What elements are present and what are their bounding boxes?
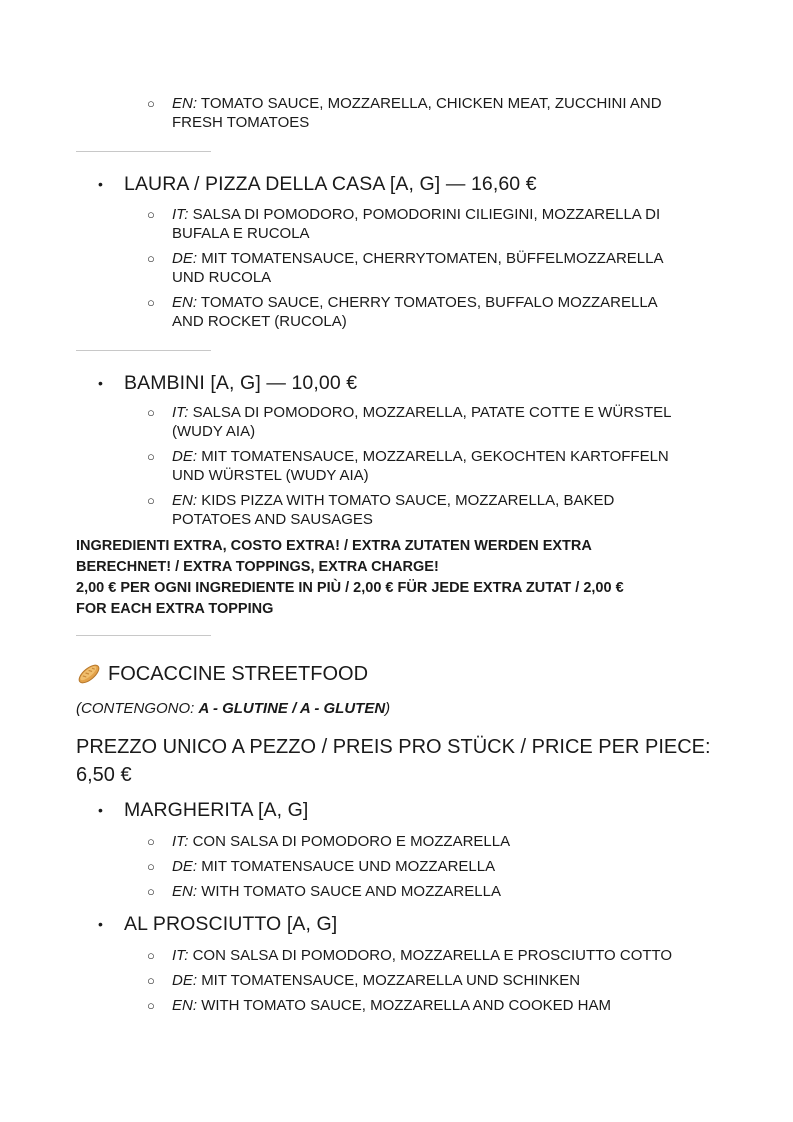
allergen-note: (CONTENGONO: A - GLUTINE / A - GLUTEN) [76,700,391,717]
divider [76,350,211,351]
sub-bullet: ○ [147,948,155,963]
divider [76,151,211,152]
sub-bullet: ○ [147,405,155,420]
prosciutto-en: EN: WITH TOMATO SAUCE, MOZZARELLA AND COOKED HAM [172,997,611,1014]
item-bullet: • [98,802,103,818]
margherita-en: EN: WITH TOMATO SAUCE AND MOZZARELLA [172,883,501,900]
item-title-bambini: BAMBINI [A, G] — 10,00 € [124,372,358,394]
extra-toppings-note: INGREDIENTI EXTRA, COSTO EXTRA! / EXTRA ZUTATEN WERDEN EXTRA BERECHNET! / EXTRA TOPPINGS, EXTRA CHARGE! 2,00 € PER OGNI INGREDIENTE IN PIÙ / 2,00 € FÜR JEDE EXTRA ZUTAT / 2,00 € FOR EACH EXTRA TOPPING [76,538,624,617]
bambini-en: EN: KIDS PIZZA WITH TOMATO SAUCE, MOZZARELLA, BAKED POTATOES AND SAUSAGES [172,492,615,528]
section-title-focaccine: FOCACCINE STREETFOOD [76,661,368,687]
sub-bullet: ○ [147,251,155,266]
sub-bullet: ○ [147,96,155,111]
bread-icon [76,661,102,687]
item-bullet: • [98,375,103,391]
divider [76,635,211,636]
item-title-margherita: MARGHERITA [A, G] [124,799,309,821]
sub-bullet: ○ [147,834,155,849]
laura-it: IT: SALSA DI POMODORO, POMODORINI CILIEGINI, MOZZARELLA DI BUFALA E RUCOLA [172,206,661,242]
prosciutto-it: IT: CON SALSA DI POMODORO, MOZZARELLA E PROSCIUTTO COTTO [172,947,673,964]
item-bullet: • [98,176,103,192]
sub-bullet: ○ [147,998,155,1013]
item-bullet: • [98,916,103,932]
sub-bullet: ○ [147,449,155,464]
laura-en: EN: TOMATO SAUCE, CHERRY TOMATOES, BUFFALO MOZZARELLA AND ROCKET (RUCOLA) [172,294,658,330]
item-title-al-prosciutto: AL PROSCIUTTO [A, G] [124,913,338,935]
item-title-laura: LAURA / PIZZA DELLA CASA [A, G] — 16,60 € [124,173,537,195]
sub-bullet: ○ [147,973,155,988]
laura-de: DE: MIT TOMATENSAUCE, CHERRYTOMATEN, BÜFFELMOZZARELLA UND RUCOLA [172,250,664,286]
sub-bullet: ○ [147,493,155,508]
prosciutto-de: DE: MIT TOMATENSAUCE, MOZZARELLA UND SCHINKEN [172,972,581,989]
sub-bullet: ○ [147,295,155,310]
sub-bullet: ○ [147,884,155,899]
top-item-en: EN: TOMATO SAUCE, MOZZARELLA, CHICKEN MEAT, ZUCCHINI AND FRESH TOMATOES [172,95,662,131]
bambini-de: DE: MIT TOMATENSAUCE, MOZZARELLA, GEKOCHTEN KARTOFFELN UND WÜRSTEL (WUDY AIA) [172,448,669,484]
bambini-it: IT: SALSA DI POMODORO, MOZZARELLA, PATATE COTTE E WÜRSTEL (WUDY AIA) [172,404,672,440]
sub-bullet: ○ [147,207,155,222]
margherita-de: DE: MIT TOMATENSAUCE UND MOZZARELLA [172,858,496,875]
margherita-it: IT: CON SALSA DI POMODORO E MOZZARELLA [172,833,511,850]
unit-price: PREZZO UNICO A PEZZO / PREIS PRO STÜCK / PRICE PER PIECE: 6,50 € [76,736,711,786]
sub-bullet: ○ [147,859,155,874]
